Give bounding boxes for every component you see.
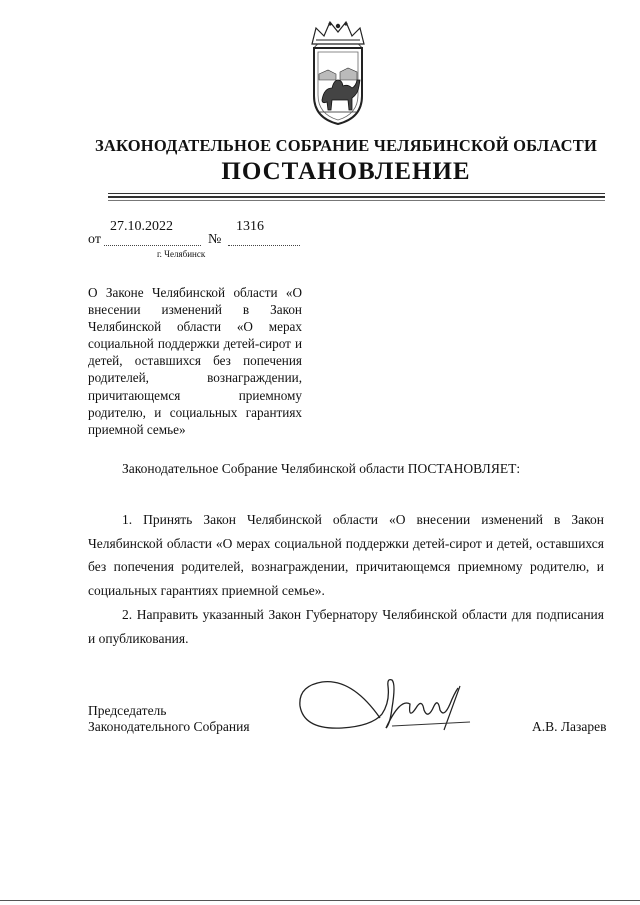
signatory-name: А.В. Лазарев <box>532 719 607 734</box>
number-underline <box>228 245 300 246</box>
resolution-paragraph-1: 1. Принять Закон Челябинской области «О внесении изменений в Закон Челябинской области «О мерах социальной поддержки детей-сирот и детей, оставшихся без попечения родителей, вознаграждении, причитающемся приемному родителю, и социальных гарантиях приемной семье». <box>88 512 604 598</box>
document-subject: О Законе Челябинской области «О внесении изменений в Закон Челябинской области «О мерах социальной поддержки детей-сирот и детей, оставшихся без попечения родителей, вознаграждении, причитающемся приемному родителю, и социальных гарантиях приемной семье» <box>88 285 302 437</box>
number-sign-label: № <box>208 232 222 247</box>
resolution-preamble: Законодательное Собрание Челябинской области ПОСТАНОВЛЯЕТ: <box>122 461 521 476</box>
date-prefix-label: от <box>88 232 101 247</box>
document-date: 27.10.2022 <box>110 219 173 234</box>
document-number: 1316 <box>236 219 264 234</box>
document-type-title: ПОСТАНОВЛЕНИЕ <box>221 158 471 185</box>
organization-name: ЗАКОНОДАТЕЛЬНОЕ СОБРАНИЕ ЧЕЛЯБИНСКОЙ ОБЛАСТИ <box>94 136 598 155</box>
chelyabinsk-region-coat-of-arms-icon <box>302 14 374 126</box>
signatory-title-line-2: Законодательного Собрания <box>88 719 250 734</box>
signatory-title-line-1: Председатель <box>88 703 167 718</box>
header-divider-middle <box>108 196 605 198</box>
date-underline <box>104 245 201 246</box>
handwritten-signature <box>292 668 482 748</box>
header-divider-top <box>108 193 605 194</box>
city-label: г. Челябинск <box>157 249 206 259</box>
header-divider-bottom <box>108 200 605 201</box>
page-bottom-edge <box>0 900 640 901</box>
resolution-paragraph-2: 2. Направить указанный Закон Губернатору Челябинской области для подписания и опубликования. <box>88 607 604 646</box>
